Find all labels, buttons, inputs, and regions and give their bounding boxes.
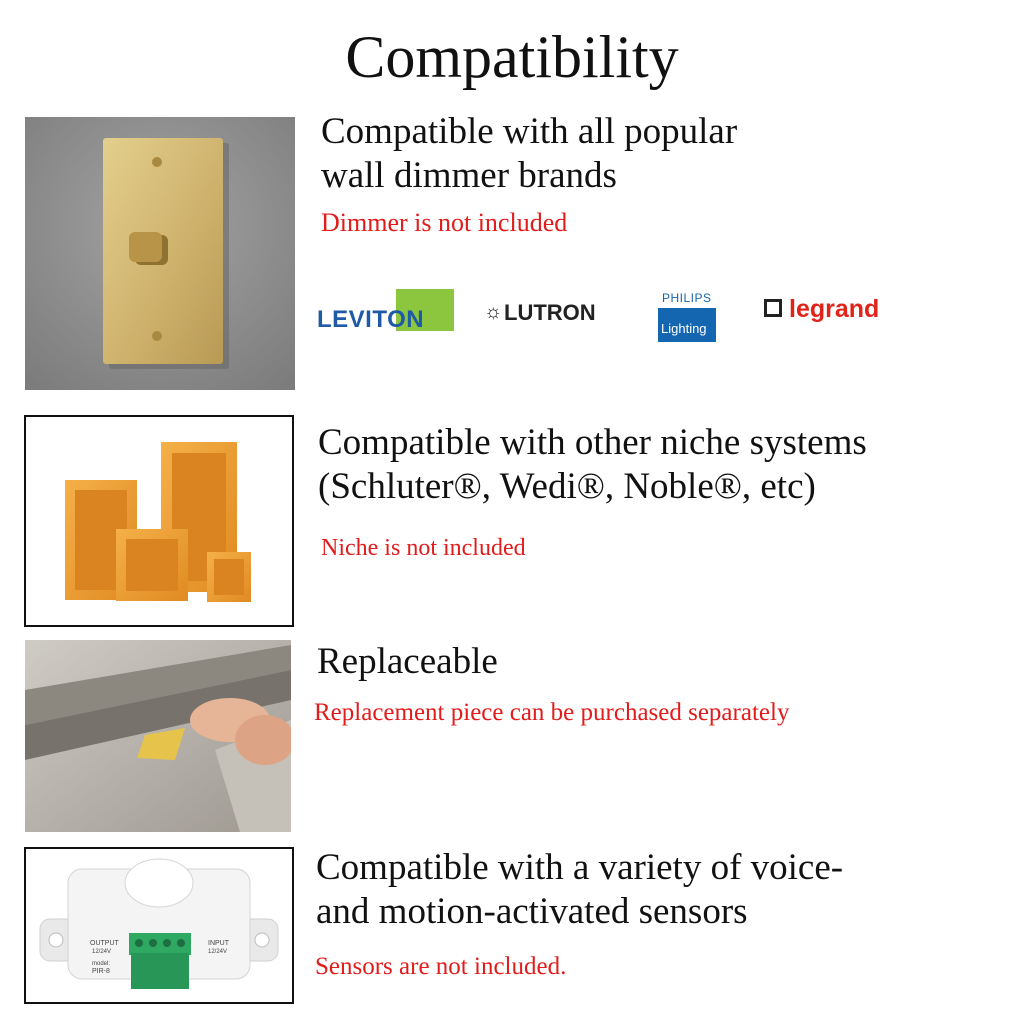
sunburst-icon: ☼	[484, 301, 503, 323]
section-note: Sensors are not included.	[315, 953, 567, 980]
legrand-mark-icon	[764, 299, 782, 317]
section-note: Niche is not included	[321, 535, 526, 561]
section-note: Replacement piece can be purchased separately	[314, 699, 790, 726]
section-note: Dimmer is not included	[321, 208, 568, 237]
philips-lighting-logo: PHILIPS Lighting	[658, 291, 718, 343]
output-label: OUTPUT	[90, 940, 119, 947]
lutron-logo: ☼ LUTRON	[484, 300, 596, 325]
section-title: Replaceable	[317, 641, 498, 682]
model-number: PIR-8	[92, 968, 110, 975]
output-voltage: 12/24V	[92, 949, 112, 955]
dimmer-switch-photo	[25, 117, 295, 390]
input-label: INPUT	[208, 940, 229, 947]
page-title: Compatibility	[345, 24, 679, 90]
legrand-logo: legrand	[764, 296, 894, 326]
motion-sensor-photo	[24, 847, 294, 1004]
section-title: Compatible with other niche systems (Schluter®, Wedi®, Noble®, etc)	[318, 422, 867, 507]
leviton-logo: LEVITON	[317, 289, 447, 333]
shower-niche-photo	[24, 415, 294, 627]
input-voltage: 12/24V	[208, 949, 228, 955]
trim-replacement-photo	[25, 640, 291, 832]
section-title: Compatible with a variety of voice- and motion-activated sensors	[316, 847, 844, 932]
section-title: Compatible with all popular wall dimmer brands	[321, 111, 738, 196]
model-label: model:	[92, 961, 111, 967]
